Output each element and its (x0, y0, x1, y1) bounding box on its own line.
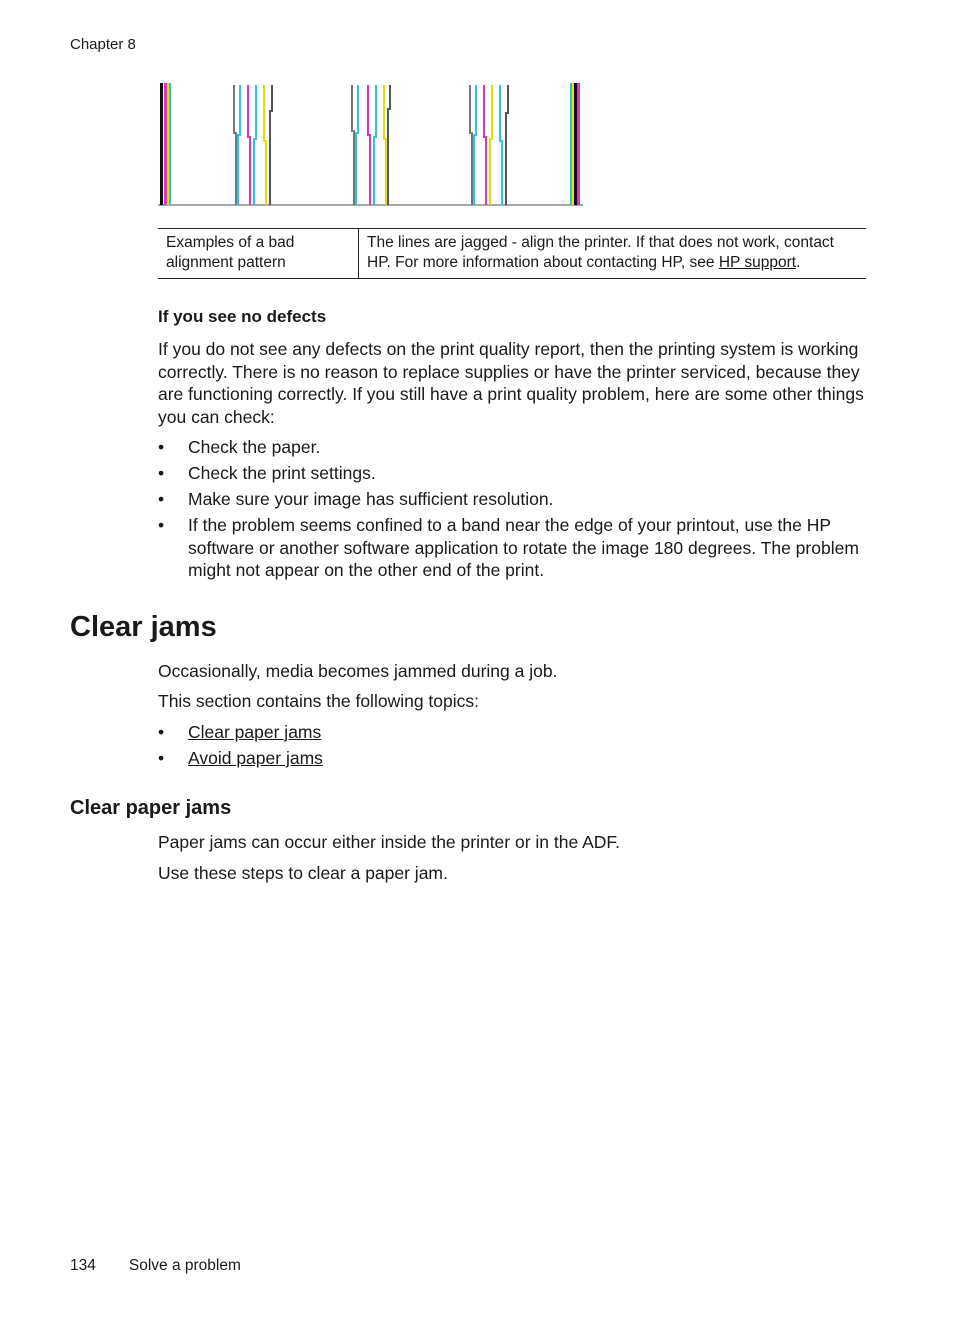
no-defects-heading: If you see no defects (158, 307, 327, 326)
table-description-cell (359, 229, 866, 278)
alignment-info-table (158, 228, 866, 279)
clear-paper-jams-heading: Clear paper jams (70, 797, 232, 819)
list-item (158, 747, 868, 770)
clear-paper-jams-link[interactable]: Clear paper jams (188, 722, 322, 742)
page-footer (70, 1257, 241, 1275)
topics-intro: This section contains the following topics: (158, 691, 479, 711)
clear-jams-intro: Occasionally, media becomes jammed during a job. (158, 661, 558, 681)
page-number: 134 (70, 1257, 96, 1274)
table-description-end: . (796, 254, 801, 271)
avoid-paper-jams-link[interactable]: Avoid paper jams (188, 748, 323, 768)
steps-paragraph: Use these steps to clear a paper jam. (158, 863, 448, 883)
list-item: • Check the print settings. (158, 462, 868, 485)
footer-section-title: Solve a problem (128, 1257, 241, 1274)
hp-support-link[interactable]: HP support (718, 254, 797, 271)
table-label-cell: Examples of a bad alignment pattern (158, 229, 359, 278)
topics-list (158, 721, 868, 773)
list-item: • Make sure your image has sufficient resolution. (158, 488, 868, 511)
chapter-header: Chapter 8 (70, 36, 136, 53)
bad-alignment-pattern-image (158, 83, 584, 207)
table-description-text: The lines are jagged - align the printer. If that does not work, contact HP. For more information about contacting HP, see (367, 234, 834, 271)
list-item (158, 721, 868, 744)
clear-jams-heading: Clear jams (70, 611, 217, 643)
checks-list (158, 436, 868, 585)
list-item: • Check the paper. (158, 436, 868, 459)
no-defects-paragraph: If you do not see any defects on the print quality report, then the printing system is working correctly. There is no reason to replace supplies or have the printer serviced, because they are functioning correctly. If you still have a print quality problem, here are some other things you can check: (158, 339, 864, 427)
list-item: • If the problem seems confined to a band near the edge of your printout, use the HP software or another software application to rotate the image 180 degrees. The problem might not appear on the other end of the print. (158, 514, 868, 582)
paper-jams-paragraph: Paper jams can occur either inside the printer or in the ADF. (158, 832, 621, 852)
